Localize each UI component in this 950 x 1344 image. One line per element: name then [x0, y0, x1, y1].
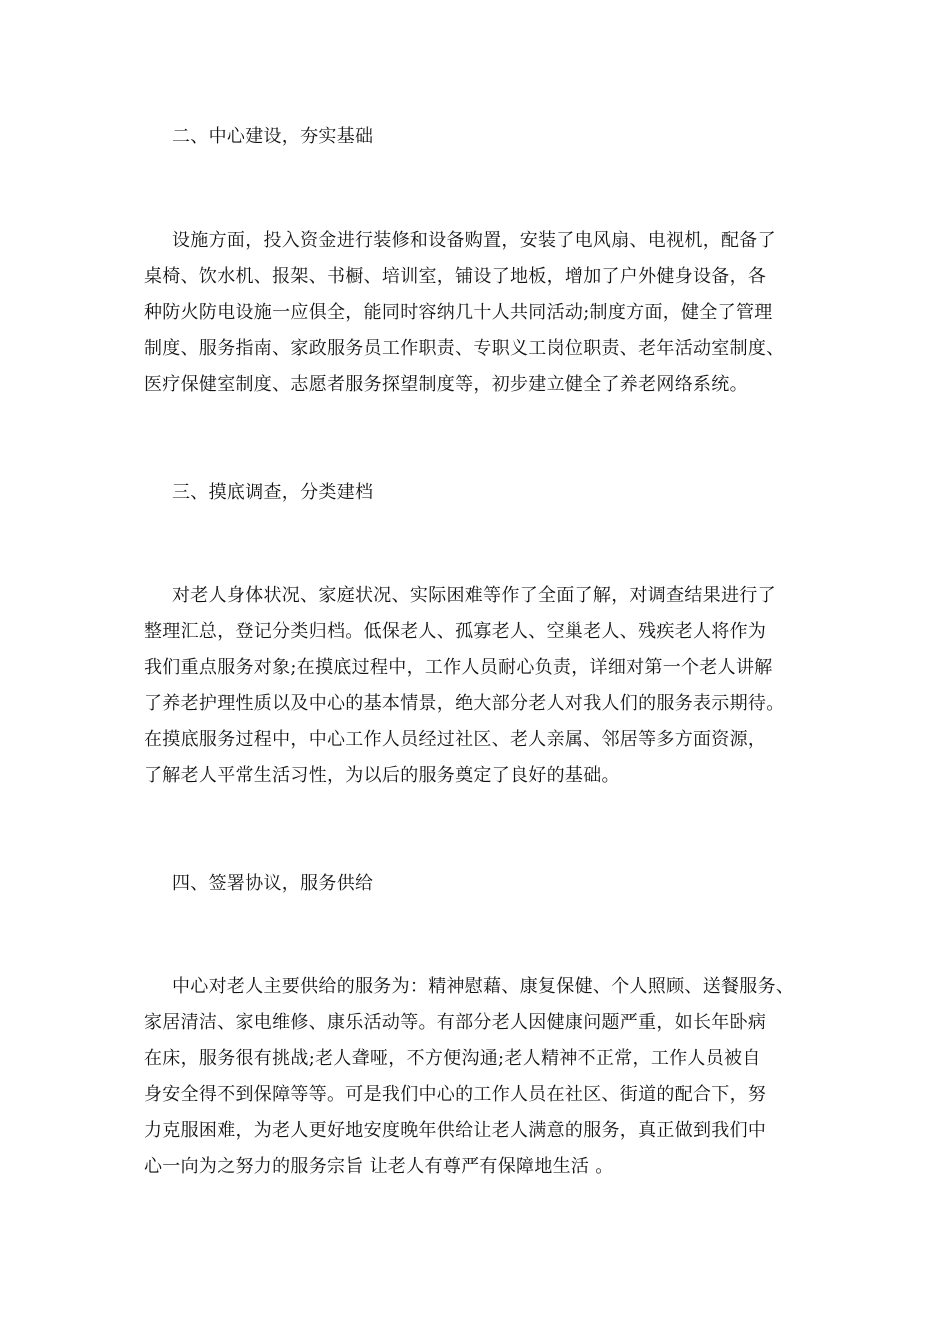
paragraph-line: 了养老护理性质以及中心的基本情景，绝大部分老人对我人们的服务表示期待。: [144, 693, 785, 714]
section-heading-4: 四、签署协议，服务供给: [172, 873, 374, 894]
paragraph-line: 医疗保健室制度、志愿者服务探望制度等，初步建立健全了养老网络系统。: [144, 374, 748, 395]
paragraph-line: 制度、服务指南、家政服务员工作职责、专职义工岗位职责、老年活动室制度、: [144, 338, 785, 359]
paragraph-line: 桌椅、饮水机、报架、书橱、培训室，铺设了地板，增加了户外健身设备，各: [144, 266, 767, 287]
paragraph-line: 在床，服务很有挑战;老人聋哑，不方便沟通;老人精神不正常，工作人员被自: [144, 1048, 761, 1069]
paragraph-line: 在摸底服务过程中，中心工作人员经过社区、老人亲属、邻居等多方面资源，: [144, 729, 767, 750]
paragraph-line: 对老人身体状况、家庭状况、实际困难等作了全面了解，对调查结果进行了: [172, 585, 776, 606]
paragraph-line: 中心对老人主要供给的服务为：精神慰藉、康复保健、个人照顾、送餐服务、: [172, 976, 795, 997]
paragraph-facilities: [144, 223, 824, 403]
paragraph-line: 设施方面，投入资金进行装修和设备购置，安装了电风扇、电视机，配备了: [172, 230, 776, 251]
section-heading-2: 二、中心建设，夯实基础: [172, 126, 374, 147]
section-heading-3: 三、摸底调查，分类建档: [172, 482, 374, 503]
paragraph-line: 了解老人平常生活习性，为以后的服务奠定了良好的基础。: [144, 765, 620, 786]
paragraph-line: 种防火防电设施一应俱全，能同时容纳几十人共同活动;制度方面，健全了管理: [144, 302, 773, 323]
paragraph-services: [144, 969, 824, 1185]
paragraph-line: 心一向为之努力的服务宗旨 让老人有尊严有保障地生活 。: [144, 1156, 614, 1177]
paragraph-line: 我们重点服务对象;在摸底过程中，工作人员耐心负责，详细对第一个老人讲解: [144, 657, 773, 678]
paragraph-line: 家居清洁、家电维修、康乐活动等。有部分老人因健康问题严重，如长年卧病: [144, 1012, 767, 1033]
paragraph-line: 身安全得不到保障等等。可是我们中心的工作人员在社区、街道的配合下，努: [144, 1084, 767, 1105]
paragraph-survey: [144, 578, 824, 794]
paragraph-line: 力克服困难，为老人更好地安度晚年供给让老人满意的服务，真正做到我们中: [144, 1120, 767, 1141]
paragraph-line: 整理汇总，登记分类归档。低保老人、孤寡老人、空巢老人、残疾老人将作为: [144, 621, 767, 642]
